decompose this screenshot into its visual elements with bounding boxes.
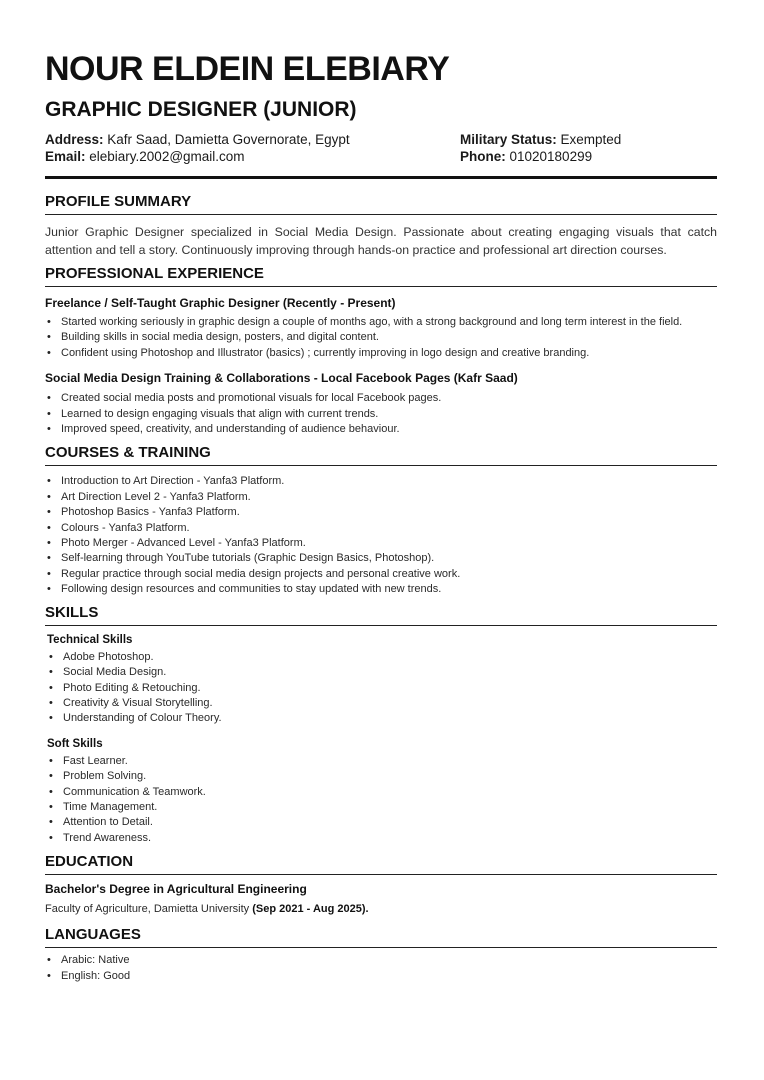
soft-skills-heading: Soft Skills	[47, 737, 103, 750]
list-item: • Self-learning through YouTube tutorials (Graphic Design Basics, Photoshop).	[45, 551, 717, 566]
list-item: • English: Good	[45, 969, 717, 984]
list-item: • Attention to Detail.	[47, 815, 717, 830]
email-value: elebiary.2002@gmail.com	[85, 149, 245, 164]
email-line	[45, 149, 460, 164]
list-item: • Adobe Photoshop.	[47, 650, 717, 665]
contact-info	[45, 132, 717, 164]
list-item: • Photo Editing & Retouching.	[47, 681, 717, 696]
degree-title: Bachelor's Degree in Agricultural Engineering	[45, 882, 307, 897]
list-item: • Art Direction Level 2 - Yanfa3 Platform.	[45, 490, 717, 505]
job-bullets	[45, 315, 717, 361]
resume-page	[45, 50, 717, 984]
job-title: Social Media Design Training & Collaborations - Local Facebook Pages (Kafr Saad)	[45, 371, 518, 386]
courses-list	[45, 474, 717, 597]
technical-skills-list	[47, 650, 717, 727]
address-value: Kafr Saad, Damietta Governorate, Egypt	[103, 132, 350, 147]
military-label: Military Status:	[460, 132, 557, 147]
candidate-name: NOUR ELDEIN ELEBIARY	[45, 50, 450, 88]
list-item: • Following design resources and communities to stay updated with new trends.	[45, 582, 717, 597]
list-item: • Trend Awareness.	[47, 831, 717, 846]
list-item: • Arabic: Native	[45, 953, 717, 968]
list-item: • Building skills in social media design, posters, and digital content.	[45, 330, 717, 345]
phone-value: 01020180299	[505, 149, 593, 164]
military-line	[460, 132, 717, 147]
list-item: • Confident using Photoshop and Illustrator (basics) ; currently improving in logo design and creative branding.	[45, 346, 717, 361]
profile-summary-heading: PROFILE SUMMARY	[45, 193, 717, 215]
military-value: Exempted	[556, 132, 622, 147]
list-item: • Social Media Design.	[47, 665, 717, 680]
phone-label: Phone:	[460, 149, 506, 164]
list-item: • Communication & Teamwork.	[47, 785, 717, 800]
languages-list	[45, 953, 717, 984]
list-item: • Colours - Yanfa3 Platform.	[45, 521, 717, 536]
profile-summary-text: Junior Graphic Designer specialized in Social Media Design. Passionate about creating engaging visuals that catch attention and tell a story. Continuously improving through hands-on practice and professional art direction courses.	[45, 225, 717, 257]
list-item: • Photoshop Basics - Yanfa3 Platform.	[45, 505, 717, 520]
header-divider	[45, 176, 717, 179]
list-item: • Time Management.	[47, 800, 717, 815]
skills-block	[45, 633, 717, 846]
list-item: • Photo Merger - Advanced Level - Yanfa3 Platform.	[45, 536, 717, 551]
education-details	[45, 902, 717, 917]
courses-heading: COURSES & TRAINING	[45, 444, 717, 466]
job-bullets	[45, 391, 717, 437]
education-heading: EDUCATION	[45, 853, 717, 875]
list-item: • Problem Solving.	[47, 769, 717, 784]
address-line	[45, 132, 460, 147]
address-label: Address:	[45, 132, 104, 147]
list-item: • Learned to design engaging visuals that align with current trends.	[45, 407, 717, 422]
list-item: • Created social media posts and promotional visuals for local Facebook pages.	[45, 391, 717, 406]
languages-heading: LANGUAGES	[45, 926, 717, 948]
email-label: Email:	[45, 149, 86, 164]
list-item: • Creativity & Visual Storytelling.	[47, 696, 717, 711]
list-item: • Regular practice through social media design projects and personal creative work.	[45, 567, 717, 582]
job-title: Freelance / Self-Taught Graphic Designer (Recently - Present)	[45, 296, 396, 310]
skills-heading: SKILLS	[45, 604, 717, 626]
list-item: • Understanding of Colour Theory.	[47, 711, 717, 726]
list-item: • Introduction to Art Direction - Yanfa3 Platform.	[45, 474, 717, 489]
list-item: • Started working seriously in graphic design a couple of months ago, with a strong background and long term interest in the field.	[45, 315, 717, 330]
institution: Faculty of Agriculture, Damietta University	[45, 903, 253, 916]
soft-skills-list	[47, 754, 717, 846]
list-item: • Improved speed, creativity, and understanding of audience behaviour.	[45, 422, 717, 437]
experience-heading: PROFESSIONAL EXPERIENCE	[45, 265, 717, 287]
education-dates: (Sep 2021 - Aug 2025).	[252, 903, 369, 916]
list-item: • Fast Learner.	[47, 754, 717, 769]
phone-line	[460, 149, 717, 164]
job-role: GRAPHIC DESIGNER (JUNIOR)	[45, 98, 357, 121]
technical-skills-heading: Technical Skills	[47, 633, 133, 646]
